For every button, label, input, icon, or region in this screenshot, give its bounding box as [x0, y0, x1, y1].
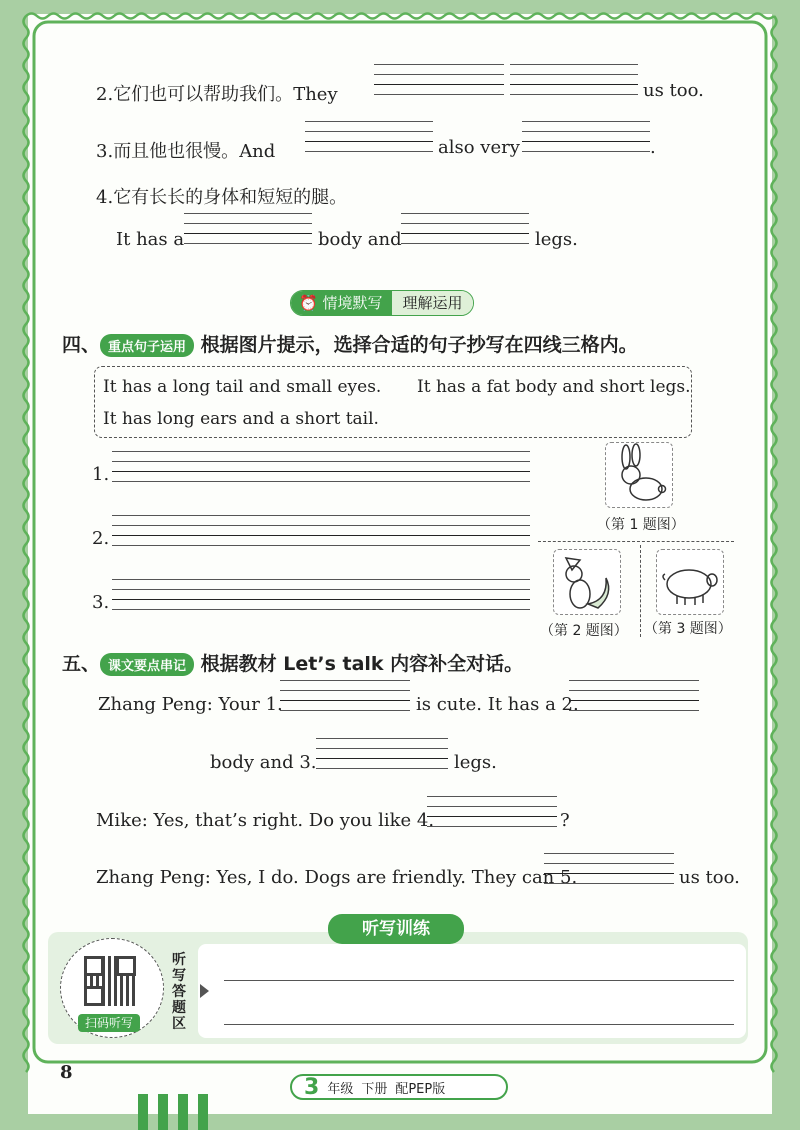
writing-line-1[interactable]: [112, 451, 530, 481]
dialog-line-1-mid: is cute. It has a 2.: [416, 694, 579, 715]
caption-2: （第 2 题图）: [540, 623, 628, 639]
banner-left: ⏰ 情境默写: [291, 291, 392, 315]
writing-line-2[interactable]: [112, 515, 530, 545]
line-label-1: 1.: [92, 464, 110, 485]
section-banner: [290, 290, 474, 316]
dialog-blank-2[interactable]: [569, 680, 699, 710]
q3-blank-2[interactable]: [522, 121, 650, 151]
answer-area-label: 听写答题区: [172, 952, 186, 1032]
divider-vertical: [640, 545, 641, 637]
q3-blank-1[interactable]: [305, 121, 433, 151]
section4-title: 四、 重点句子运用 根据图片提示，选择合适的句子抄写在四线三格内。: [62, 334, 638, 356]
caption-3: （第 3 题图）: [644, 621, 732, 637]
page-number: 8: [60, 1062, 73, 1083]
decorative-bars: [138, 1094, 228, 1130]
line-label-3: 3.: [92, 592, 110, 613]
section4-tag: 重点句子运用: [100, 334, 194, 357]
section5-title: 五、 课文要点串记 根据教材 Let’s talk 内容补全对话。: [62, 653, 524, 675]
q4-tail: legs.: [535, 229, 578, 250]
edition-text: 配PEP版: [395, 1081, 446, 1097]
dictation-title: 听写训练: [328, 914, 464, 944]
q4-blank-1[interactable]: [184, 213, 312, 243]
volume-text: 下册: [361, 1081, 388, 1097]
grade-number: 3: [304, 1074, 320, 1100]
banner-right: 理解运用: [392, 291, 472, 315]
q4-mid: body and: [318, 229, 402, 250]
qr-code-icon[interactable]: [84, 956, 136, 1006]
q3-prompt: 3.而且他也很慢。And: [96, 141, 276, 162]
grade-badge: [290, 1074, 508, 1100]
answer-line-2[interactable]: [224, 1024, 734, 1025]
q2-prompt: 2.它们也可以帮助我们。They: [96, 84, 338, 105]
caption-1: （第 1 题图）: [597, 517, 685, 533]
pig-picture: [656, 549, 724, 615]
dialog-line-2-start: body and 3.: [210, 752, 317, 773]
fox-icon: [554, 550, 620, 614]
pig-icon: [657, 550, 723, 614]
dialog-line-4-start: Zhang Peng: Yes, I do. Dogs are friendly. They can 5.: [96, 867, 578, 888]
writing-line-3[interactable]: [112, 579, 530, 609]
option-2: It has a fat body and short legs.: [417, 377, 691, 397]
fox-picture: [553, 549, 621, 615]
alarm-clock-icon: ⏰: [299, 294, 318, 312]
section5-tag: 课文要点串记: [100, 653, 194, 676]
rabbit-picture: [605, 442, 673, 508]
dialog-line-3-end: ?: [560, 810, 570, 831]
option-3: It has long ears and a short tail.: [103, 409, 379, 429]
dialog-line-4-end: us too.: [679, 867, 740, 888]
sentence-options-box: [94, 366, 692, 438]
q4-en-start: It has a: [116, 229, 185, 250]
answer-line-1[interactable]: [224, 980, 734, 981]
q2-blank-1[interactable]: [374, 64, 504, 94]
divider: [538, 541, 734, 542]
dialog-blank-3[interactable]: [316, 738, 448, 768]
dialog-line-2-end: legs.: [454, 752, 497, 773]
rabbit-icon: [606, 443, 672, 507]
q2-tail: us too.: [643, 80, 704, 101]
dialog-blank-1[interactable]: [280, 680, 410, 710]
q3-tail: .: [650, 137, 656, 158]
q4-prompt: 4.它有长长的身体和短短的腿。: [96, 187, 348, 208]
q4-blank-2[interactable]: [401, 213, 529, 243]
scan-label: 扫码听写: [78, 1014, 140, 1032]
dialog-line-3-start: Mike: Yes, that’s right. Do you like 4.: [96, 810, 435, 831]
line-label-2: 2.: [92, 528, 110, 549]
play-arrow-icon: [200, 984, 209, 998]
q3-mid: also very: [438, 137, 520, 158]
q2-blank-2[interactable]: [510, 64, 638, 94]
dialog-blank-4[interactable]: [427, 796, 557, 826]
dialog-blank-5[interactable]: [544, 853, 674, 883]
grade-text: 年级: [327, 1081, 354, 1097]
option-1: It has a long tail and small eyes.: [103, 377, 382, 397]
dialog-line-1-start: Zhang Peng: Your 1.: [98, 694, 283, 715]
